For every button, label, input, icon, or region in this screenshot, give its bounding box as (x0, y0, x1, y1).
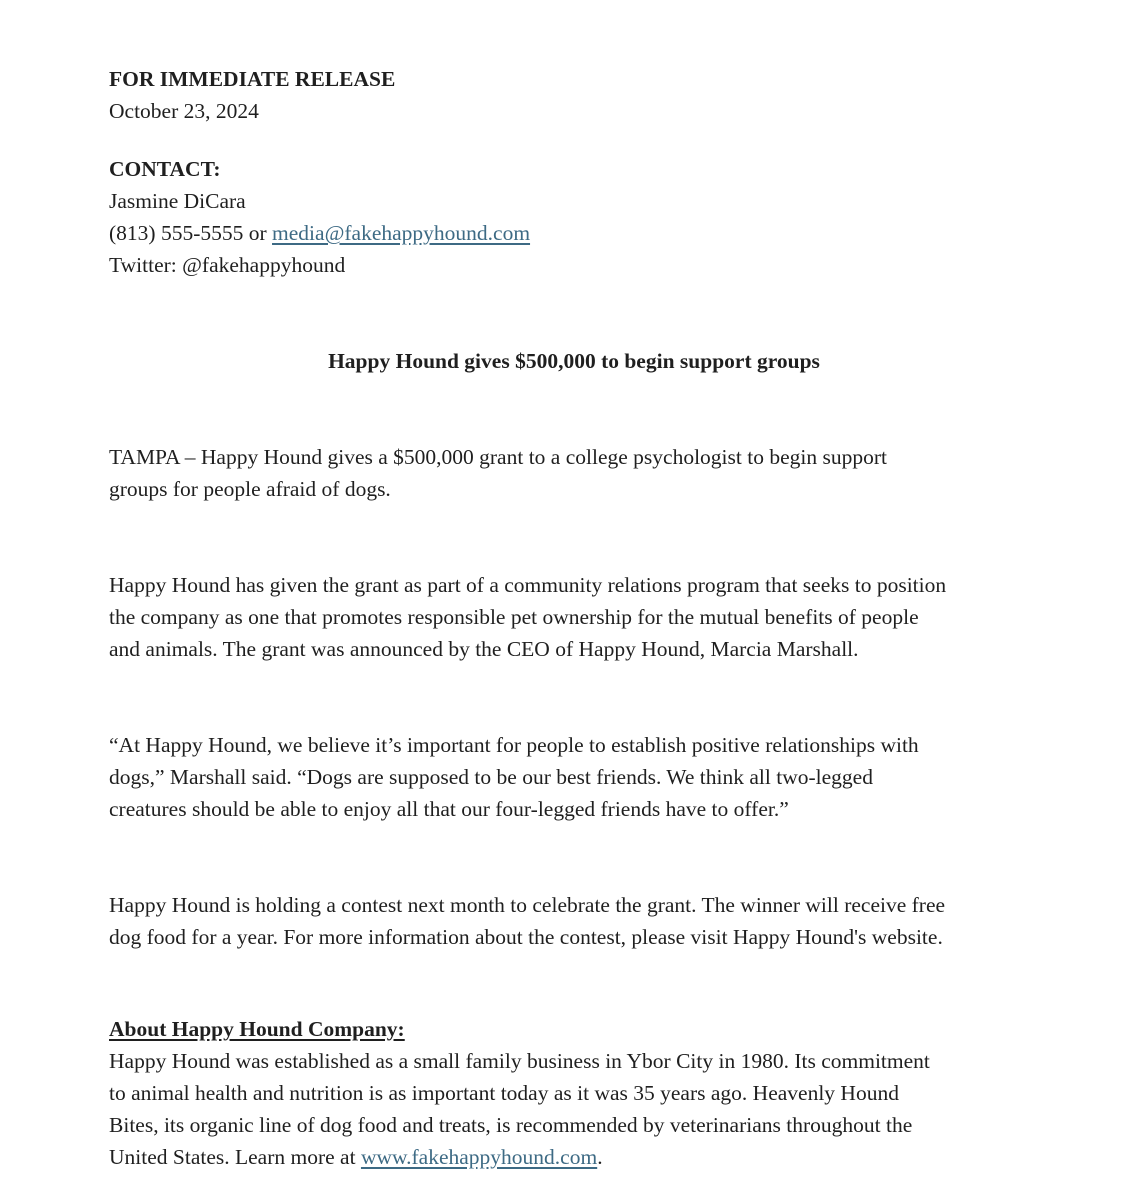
contact-or-text: or (243, 221, 273, 245)
paragraph-line: creatures should be able to enjoy all that our four-legged friends have to offer.” (109, 797, 789, 821)
paragraph-line: TAMPA – Happy Hound gives a $500,000 grant to a college psychologist to begin support (109, 445, 887, 469)
paragraph-line: and animals. The grant was announced by the CEO of Happy Hound, Marcia Marshall. (109, 637, 859, 661)
paragraph-contest (109, 889, 1069, 953)
press-release-document (109, 63, 1069, 1173)
headline: Happy Hound gives $500,000 to begin support groups (328, 349, 820, 373)
about-section (109, 1013, 1069, 1173)
about-heading: About Happy Hound Company: (109, 1017, 405, 1041)
paragraph-line: groups for people afraid of dogs. (109, 477, 391, 501)
paragraph-line: the company as one that promotes responsible pet ownership for the mutual benefits of people (109, 605, 919, 629)
release-block (109, 63, 1069, 127)
website-link[interactable]: www.fakehappyhound.com (360, 1145, 598, 1169)
contact-twitter: Twitter: @fakehappyhound (109, 253, 346, 277)
paragraph-line: dogs,” Marshall said. “Dogs are supposed to be our best friends. We think all two-legged (109, 765, 873, 789)
paragraph-line: Happy Hound is holding a contest next month to celebrate the grant. The winner will receive free (109, 893, 946, 917)
paragraph-program (109, 569, 1069, 665)
contact-name: Jasmine DiCara (109, 189, 246, 213)
release-date: October 23, 2024 (109, 99, 259, 123)
contact-block (109, 153, 1069, 281)
about-line: to animal health and nutrition is as important today as it was 35 years ago. Heavenly Hound (109, 1081, 899, 1105)
release-label: FOR IMMEDIATE RELEASE (109, 67, 396, 91)
paragraph-line: dog food for a year. For more information about the contest, please visit Happy Hound's website. (109, 925, 943, 949)
contact-phone-email-line (109, 217, 1069, 249)
about-last-line (109, 1141, 1069, 1173)
paragraph-quote (109, 729, 1069, 825)
about-last-line-suffix: . (597, 1145, 603, 1169)
paragraph-line: Happy Hound has given the grant as part of a community relations program that seeks to position (109, 573, 947, 597)
about-last-line-prefix: United States. Learn more at (109, 1145, 361, 1169)
contact-label: CONTACT: (109, 157, 221, 181)
contact-phone: (813) 555-5555 (109, 221, 244, 245)
about-line: Bites, its organic line of dog food and treats, is recommended by veterinarians throughout the (109, 1113, 913, 1137)
paragraph-line: “At Happy Hound, we believe it’s important for people to establish positive relationships with (109, 733, 919, 757)
about-line: Happy Hound was established as a small family business in Ybor City in 1980. Its commitment (109, 1049, 930, 1073)
contact-email-link[interactable]: media@fakehappyhound.com (272, 221, 531, 245)
paragraph-intro (109, 441, 1069, 505)
